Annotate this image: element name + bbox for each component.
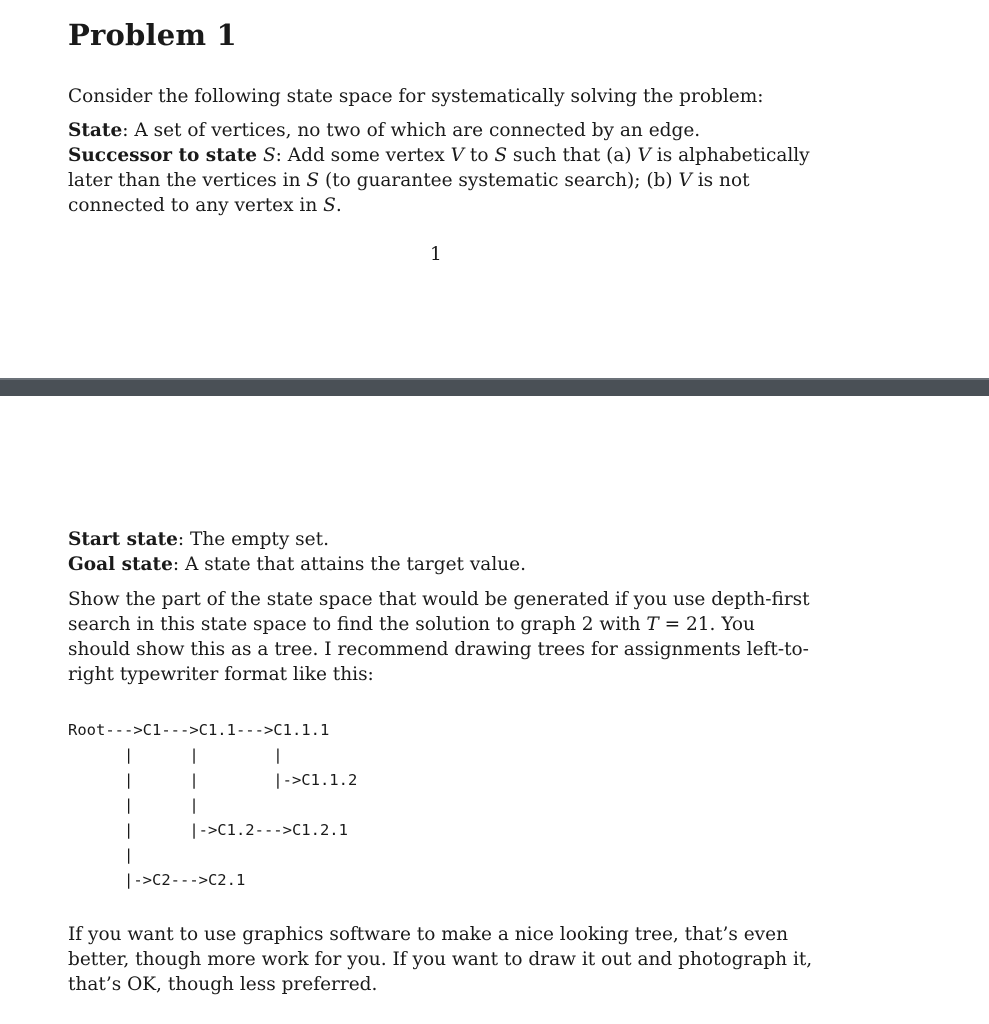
page-number: 1 xyxy=(430,244,442,265)
tree-line: | | | xyxy=(68,746,283,764)
tree-line: | |->C1.2--->C1.2.1 xyxy=(68,821,348,839)
successor-text-1: : Add some vertex xyxy=(275,145,451,166)
definitions-paragraph xyxy=(68,118,813,218)
state-label: State xyxy=(68,120,123,141)
successor-text-3: such that (a) xyxy=(507,145,638,166)
instructions-paragraph xyxy=(68,587,813,687)
var-v: V xyxy=(678,170,692,191)
instructions-text-2: = 21. You should show this as a tree. I recommend drawing trees for assignments left-to-right typewriter format like this: xyxy=(68,614,809,685)
successor-label: Successor to state xyxy=(68,145,258,166)
instructions-text-1: Show the part of the state space that would be generated if you use depth-first search in this state space to find the solution to graph 2 with xyxy=(68,589,810,635)
var-s: S xyxy=(262,145,276,166)
successor-text-5: (to guarantee systematic search); (b) xyxy=(319,170,679,191)
page-break-divider xyxy=(0,378,989,396)
tree-line: Root--->C1--->C1.1--->C1.1.1 xyxy=(68,721,330,739)
tree-line: | | |->C1.1.2 xyxy=(68,771,358,789)
start-text: : The empty set. xyxy=(177,529,329,550)
tree-line: |->C2--->C2.1 xyxy=(68,871,246,889)
period: . xyxy=(335,195,342,216)
goal-text: : A state that attains the target value. xyxy=(172,554,526,575)
var-v: V xyxy=(637,145,651,166)
intro-paragraph: Consider the following state space for systematically solving the problem: xyxy=(68,86,764,107)
state-text: : A set of vertices, no two of which are connected by an edge. xyxy=(122,120,701,141)
goal-label: Goal state xyxy=(68,554,173,575)
example-tree xyxy=(68,718,357,893)
successor-text-4: is alphabetically later than the vertices in xyxy=(68,145,810,191)
start-goal-paragraph xyxy=(68,527,813,577)
tree-line: | | xyxy=(68,796,199,814)
var-s: S xyxy=(494,145,508,166)
var-s: S xyxy=(306,170,320,191)
var-s: S xyxy=(323,195,336,216)
var-t: T xyxy=(646,614,659,635)
successor-text-2: to xyxy=(464,145,495,166)
page-1 xyxy=(0,0,989,378)
start-label: Start state xyxy=(68,529,178,550)
closing-paragraph: If you want to use graphics software to make a nice looking tree, that’s even better, though more work for you. If you want to draw it out and photograph it, that’s OK, though less preferred. xyxy=(68,924,813,995)
tree-line: | xyxy=(68,846,134,864)
var-v: V xyxy=(450,145,464,166)
successor-text-6: is not connected to any vertex in xyxy=(68,170,750,216)
problem-title: Problem 1 xyxy=(68,18,237,52)
